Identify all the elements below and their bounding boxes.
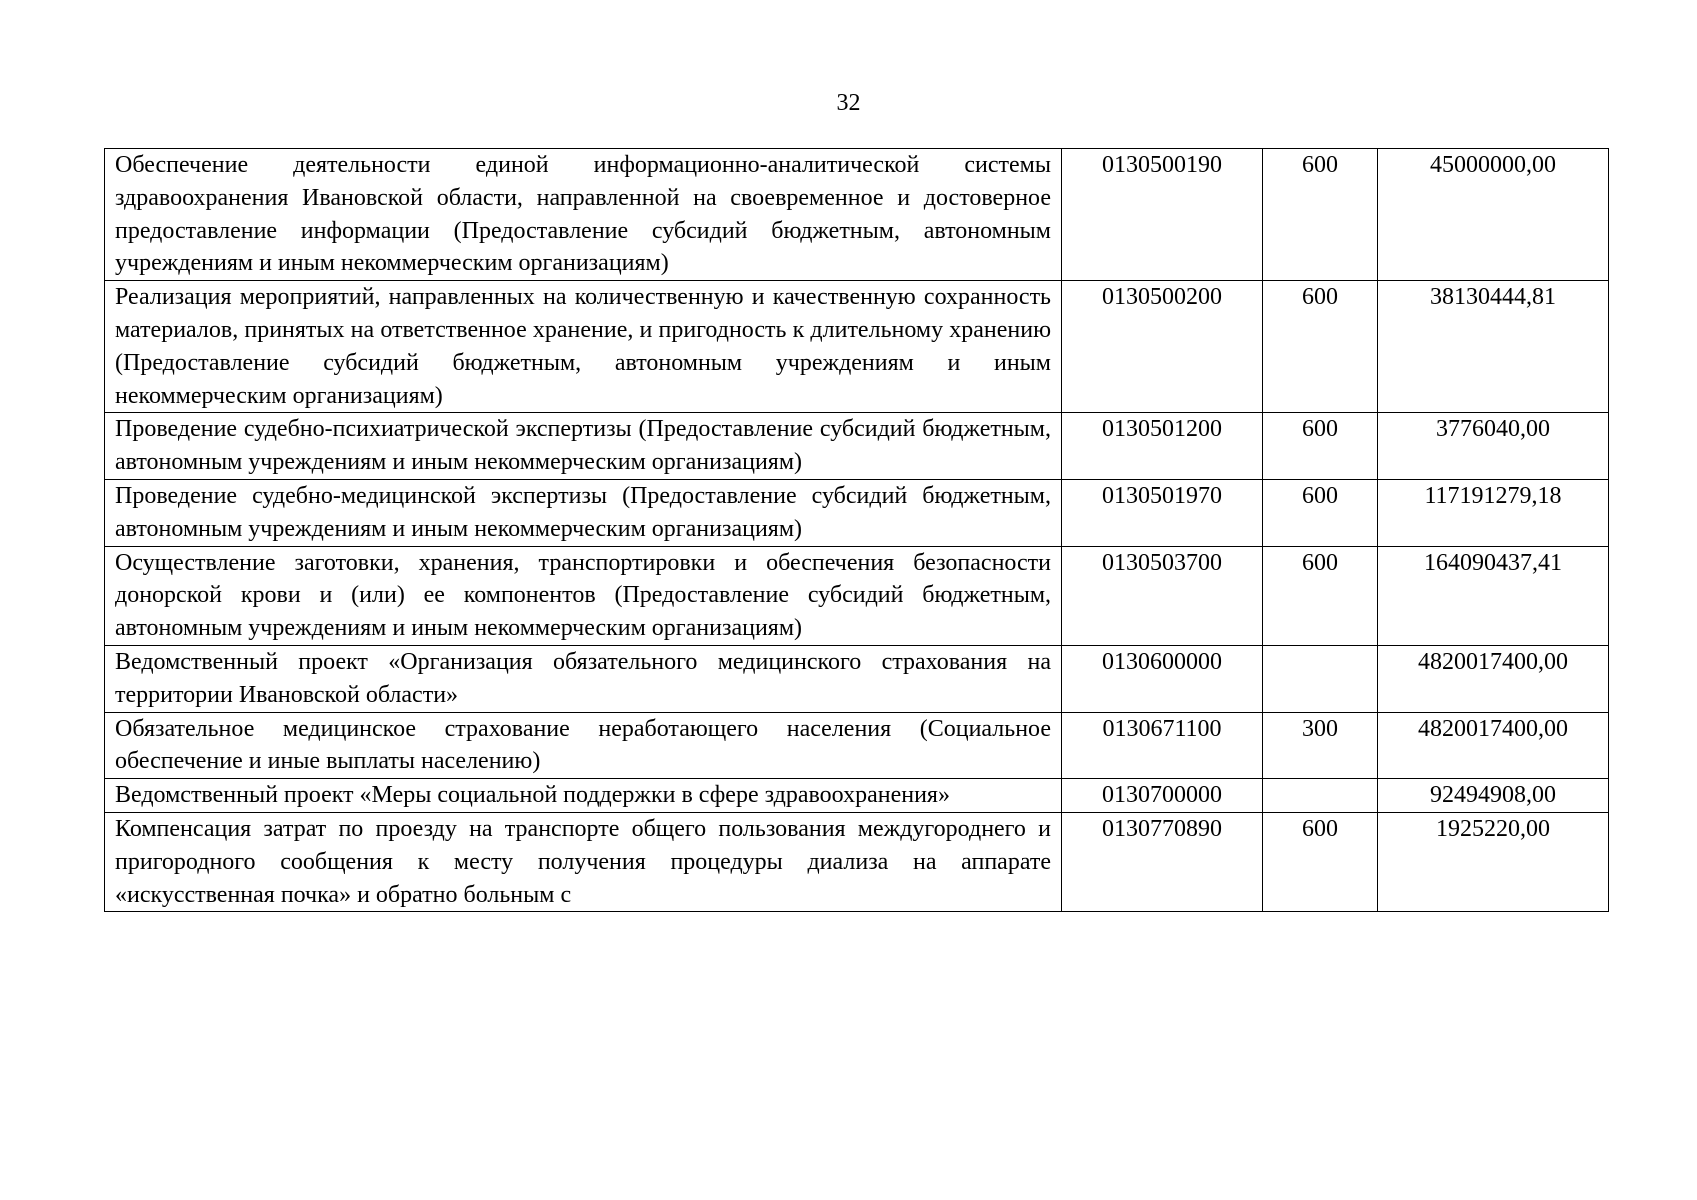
- row-name: Проведение судебно-медицинской экспертизы (Предоставление субсидий бюджетным, автономным учреждениям и иным некоммерческим организациям): [105, 479, 1062, 546]
- row-target-code: 0130600000: [1062, 645, 1263, 712]
- row-target-code: 0130501970: [1062, 479, 1263, 546]
- row-amount: 1925220,00: [1378, 812, 1609, 911]
- row-expense-type: [1263, 645, 1378, 712]
- row-amount: 117191279,18: [1378, 479, 1609, 546]
- row-amount: 38130444,81: [1378, 281, 1609, 413]
- table-row: [105, 149, 1609, 281]
- row-expense-type: 600: [1263, 546, 1378, 645]
- table-row: [105, 546, 1609, 645]
- row-name: Осуществление заготовки, хранения, транспортировки и обеспечения безопасности донорской крови и (или) ее компонентов (Предоставление субсидий бюджетным, автономным учреждениям и иным некоммерческим организациям): [105, 546, 1062, 645]
- row-target-code: 0130500200: [1062, 281, 1263, 413]
- row-amount: 3776040,00: [1378, 413, 1609, 480]
- table-row: [105, 812, 1609, 911]
- row-amount: 164090437,41: [1378, 546, 1609, 645]
- row-amount: 92494908,00: [1378, 779, 1609, 813]
- row-target-code: 0130671100: [1062, 712, 1263, 779]
- row-target-code: 0130700000: [1062, 779, 1263, 813]
- row-expense-type: 600: [1263, 812, 1378, 911]
- table-row: [105, 712, 1609, 779]
- row-expense-type: 600: [1263, 413, 1378, 480]
- row-name: Проведение судебно-психиатрической экспертизы (Предоставление субсидий бюджетным, автономным учреждениям и иным некоммерческим организациям): [105, 413, 1062, 480]
- row-expense-type: 300: [1263, 712, 1378, 779]
- row-target-code: 0130503700: [1062, 546, 1263, 645]
- table-row: [105, 479, 1609, 546]
- row-name: Обеспечение деятельности единой информационно-аналитической системы здравоохранения Ивановской области, направленной на своевременное и достоверное предоставление информации (Предоставление субсидий бюджетным, автономным учреждениям и иным некоммерческим организациям): [105, 149, 1062, 281]
- row-target-code: 0130501200: [1062, 413, 1263, 480]
- row-expense-type: 600: [1263, 281, 1378, 413]
- row-expense-type: 600: [1263, 149, 1378, 281]
- row-target-code: 0130770890: [1062, 812, 1263, 911]
- row-name: [105, 812, 1062, 911]
- row-name-text: Компенсация затрат по проезду на транспорте общего пользования междугороднего и пригородного сообщения к месту получения процедуры диализа на аппарате «искусственная почка» и обратно больным с: [115, 815, 1051, 908]
- row-amount: 4820017400,00: [1378, 712, 1609, 779]
- row-expense-type: [1263, 779, 1378, 813]
- row-name: Реализация мероприятий, направленных на количественную и качественную сохранность материалов, принятых на ответственное хранение, и пригодность к длительному хранению (Предоставление субсидий бюджетным, автономным учреждениям и иным некоммерческим организациям): [105, 281, 1062, 413]
- table-row: [105, 645, 1609, 712]
- row-name: Обязательное медицинское страхование неработающего населения (Социальное обеспечение и иные выплаты населению): [105, 712, 1062, 779]
- row-name: Ведомственный проект «Организация обязательного медицинского страхования на территории Ивановской области»: [105, 645, 1062, 712]
- row-name: Ведомственный проект «Меры социальной поддержки в сфере здравоохранения»: [105, 779, 1062, 813]
- budget-table: [104, 148, 1609, 912]
- row-expense-type: 600: [1263, 479, 1378, 546]
- row-amount: 4820017400,00: [1378, 645, 1609, 712]
- table-row: [105, 281, 1609, 413]
- table-row: [105, 779, 1609, 813]
- table-row: [105, 413, 1609, 480]
- row-amount: 45000000,00: [1378, 149, 1609, 281]
- row-target-code: 0130500190: [1062, 149, 1263, 281]
- page-number: 32: [836, 90, 861, 116]
